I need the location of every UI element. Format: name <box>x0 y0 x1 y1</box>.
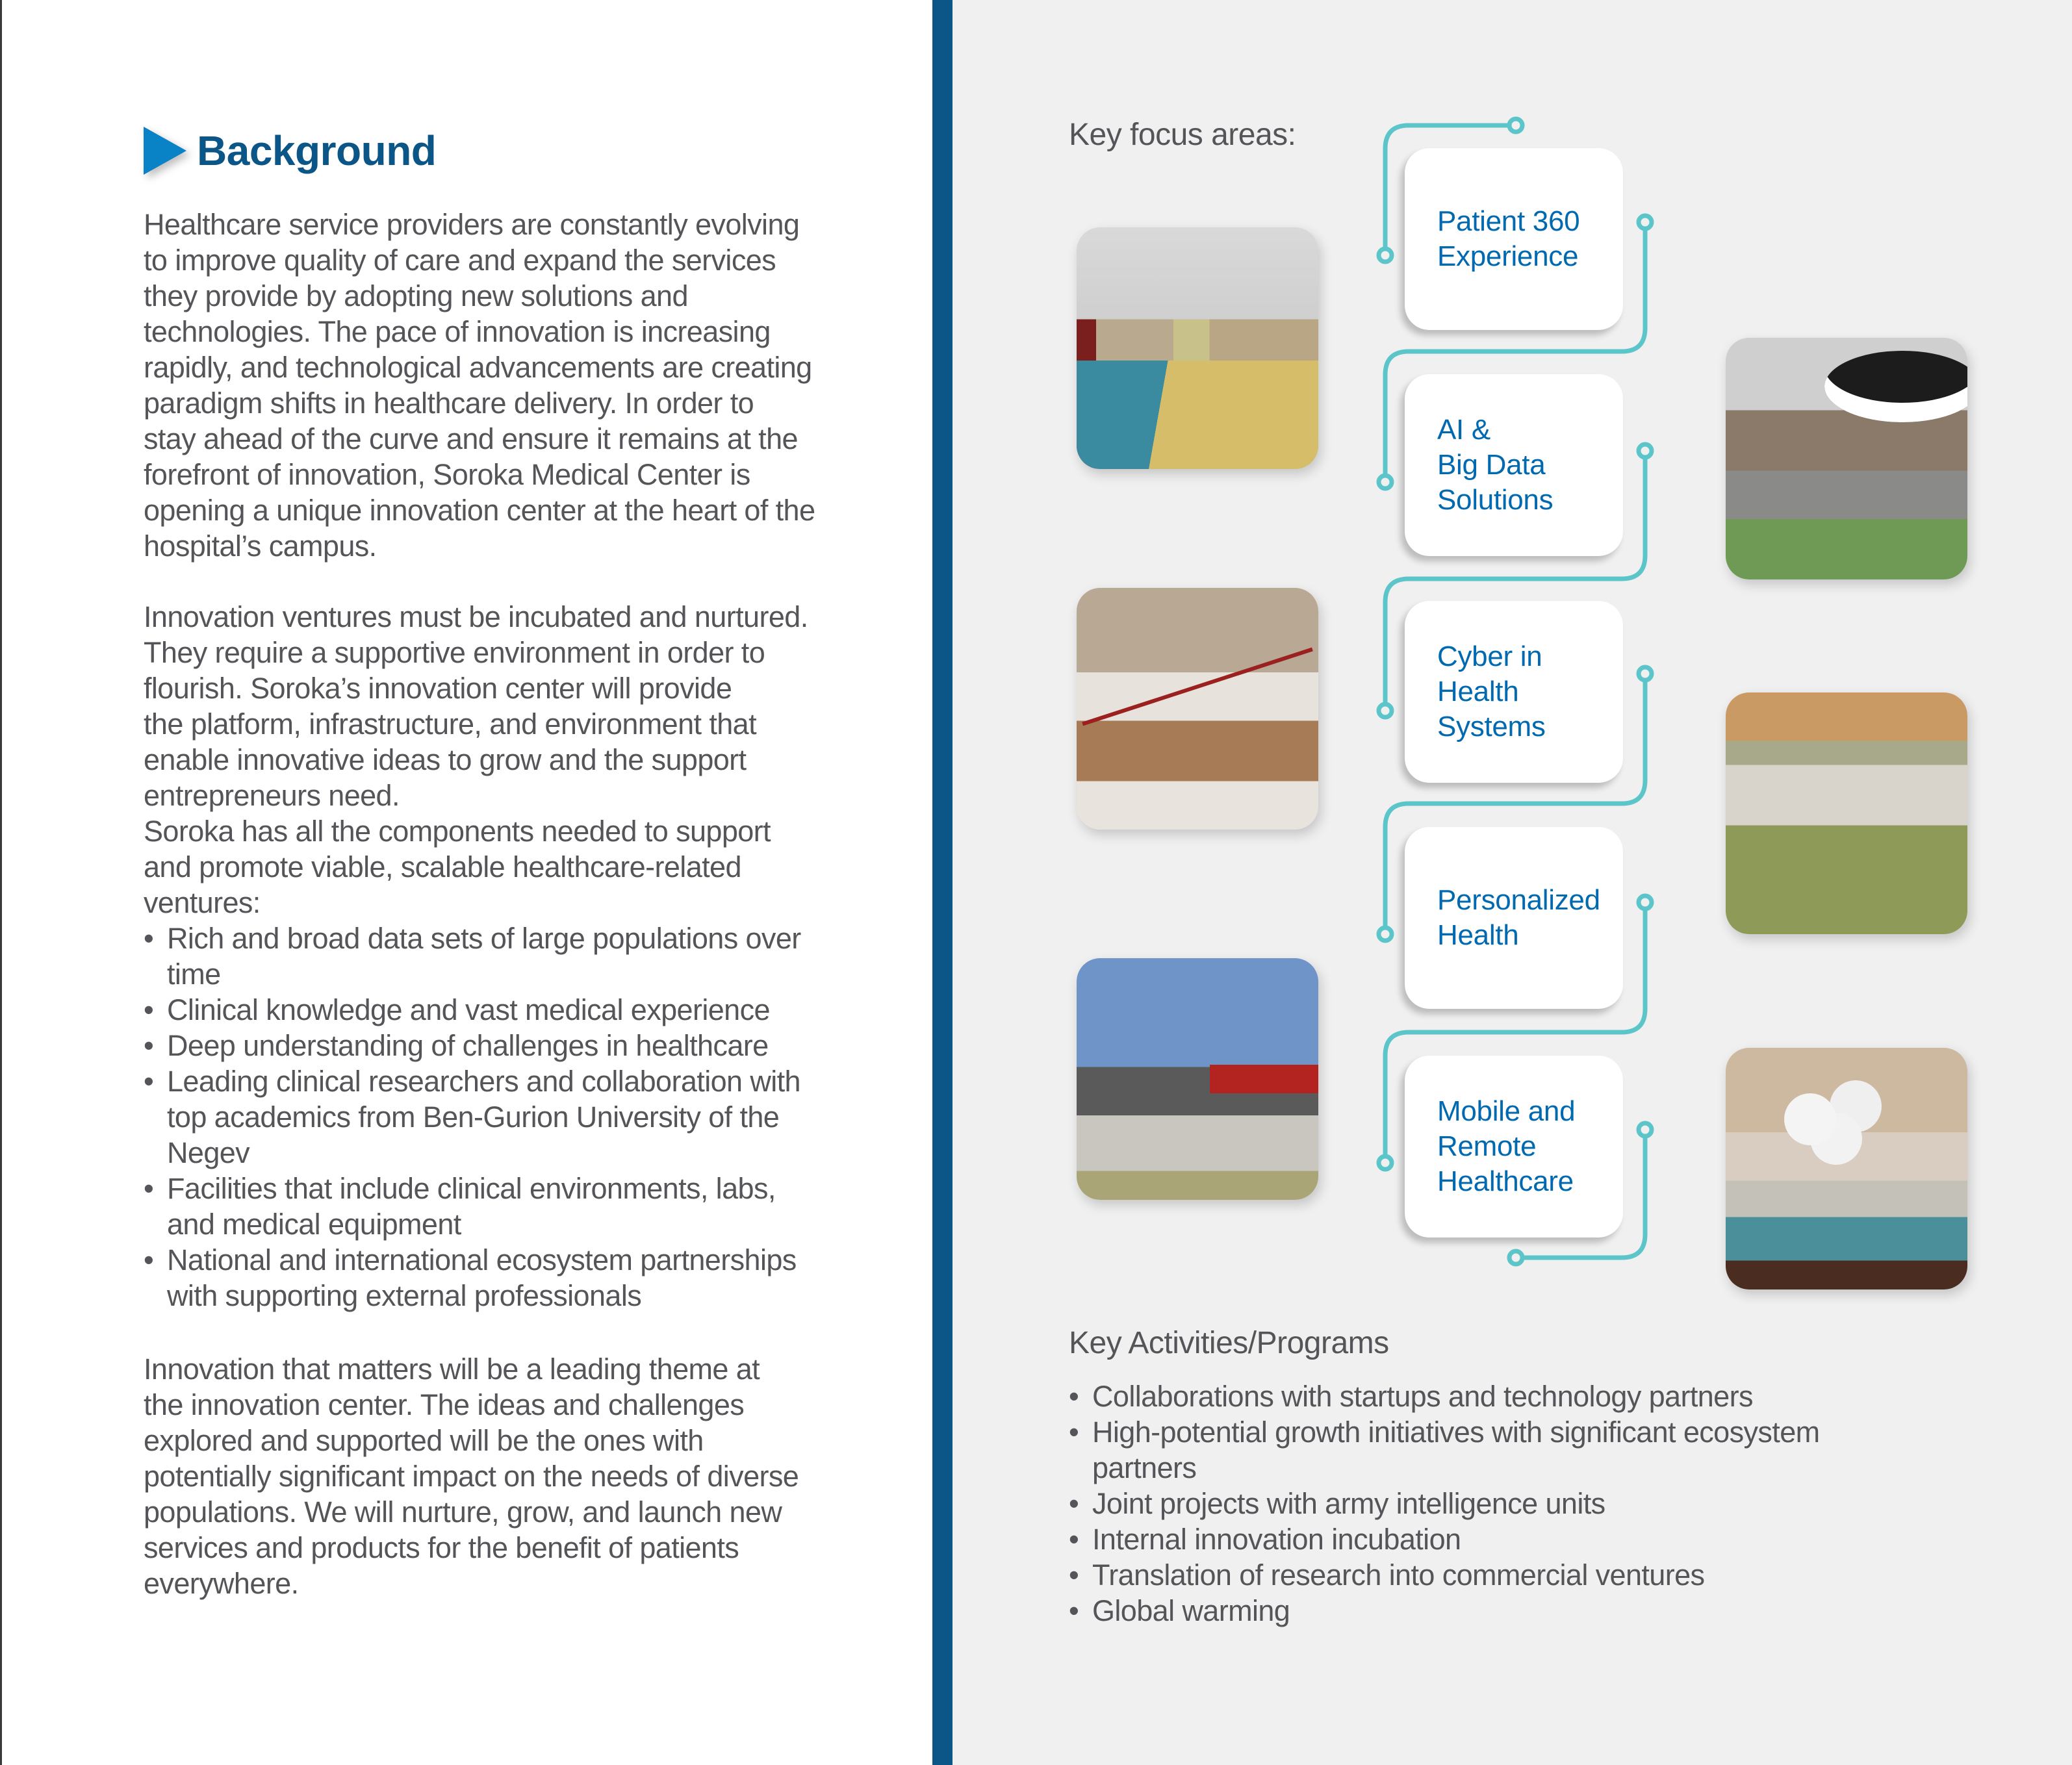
focus-card-cyber-health <box>1405 601 1623 783</box>
photo-conference-room <box>1077 588 1318 830</box>
incubation-section <box>144 599 884 1314</box>
section-heading <box>144 125 436 177</box>
list-item <box>1069 1593 2011 1629</box>
focus-card-label: AI & Big Data Solutions <box>1437 414 1554 516</box>
photo-building-exterior <box>1077 958 1318 1200</box>
activities-section <box>1069 1378 2011 1629</box>
list-item-text: Facilities that include clinical environments, labs, and medical equipment <box>167 1172 776 1241</box>
list-item <box>1069 1557 2011 1593</box>
focus-card-label: Cyber in Health Systems <box>1437 641 1546 743</box>
list-item-text: Clinical knowledge and vast medical experience <box>167 993 770 1026</box>
play-triangle-icon <box>144 127 186 175</box>
photo-collaboration-steps <box>1077 227 1318 469</box>
focus-card-ai-big-data <box>1405 374 1623 556</box>
list-item-text: Internal innovation incubation <box>1092 1523 1461 1556</box>
intro-paragraph <box>144 207 884 564</box>
list-item <box>144 992 884 1028</box>
list-item <box>1069 1378 2011 1414</box>
components-list <box>144 921 884 1314</box>
paragraph-text: Innovation ventures must be incubated and nurtured. They require a supportive environment in order to flourish. Soroka’s innovation center will provide the platform, infrastructure, and environment that enable innovative ideas to grow and the support entrepreneurs need. Soroka has all the components needed to support and promote viable, scalable healthcare-related ventures: <box>144 600 808 919</box>
list-item-text: High-potential growth initiatives with significant ecosystem partners <box>1092 1416 1820 1484</box>
divider-bar <box>932 0 953 1765</box>
activities-list <box>1069 1378 2011 1629</box>
closing-paragraph <box>144 1351 884 1601</box>
list-item <box>144 1171 884 1242</box>
focus-card-label: Mobile and Remote Healthcare <box>1437 1095 1576 1197</box>
left-panel <box>0 0 932 1765</box>
focus-card-label: Personalized Health <box>1437 884 1600 951</box>
list-item-text: Rich and broad data sets of large populations over time <box>167 922 801 991</box>
activities-title: Key Activities/Programs <box>1069 1326 1389 1360</box>
focus-card-label: Patient 360 Experience <box>1437 205 1580 272</box>
paragraph-text: Innovation that matters will be a leading theme at the innovation center. The ideas and challenges explored and supported will be the ones with potentially significant impact on the needs of diverse populations. We will nurture, grow, and launch new services and products for the benefit of patients everywhere. <box>144 1352 799 1600</box>
list-item <box>144 921 884 992</box>
focus-card-mobile-remote <box>1405 1056 1623 1238</box>
list-item-text: Translation of research into commercial ventures <box>1092 1558 1705 1592</box>
list-item <box>1069 1486 2011 1521</box>
list-item-text: Deep understanding of challenges in healthcare <box>167 1029 769 1062</box>
photo-campus-aerial <box>1726 692 1967 934</box>
list-item <box>144 1063 884 1171</box>
list-item <box>144 1028 884 1063</box>
photo-lounge-area <box>1726 338 1967 579</box>
paragraph-text: Healthcare service providers are constantly evolving to improve quality of care and expand the services they provide by adopting new solutions and technologies. The pace of innovation is increasing rapidly, and technological advancements are creating paradigm shifts in healthcare delivery. In order to stay ahead of the curve and ensure it remains at the forefront of innovation, Soroka Medical Center is opening a unique innovation center at the heart of the hospital’s campus. <box>144 208 815 563</box>
focus-card-personalized-health <box>1405 827 1623 1009</box>
page-title: Background <box>197 127 437 174</box>
list-item-text: Leading clinical researchers and collaboration with top academics from Ben-Gurion University of the Negev <box>167 1065 800 1169</box>
list-item <box>1069 1521 2011 1557</box>
list-item-text: Collaborations with startups and technology partners <box>1092 1380 1753 1413</box>
list-item-text: Global warming <box>1092 1594 1290 1627</box>
focus-card-patient-360 <box>1405 148 1623 330</box>
focus-areas-title: Key focus areas: <box>1069 118 1296 152</box>
list-item-text: National and international ecosystem partnerships with supporting external professionals <box>167 1243 797 1312</box>
list-item <box>144 1242 884 1314</box>
list-item <box>1069 1414 2011 1486</box>
photo-atrium-workspace <box>1726 1048 1967 1289</box>
list-item-text: Joint projects with army intelligence units <box>1092 1487 1605 1520</box>
